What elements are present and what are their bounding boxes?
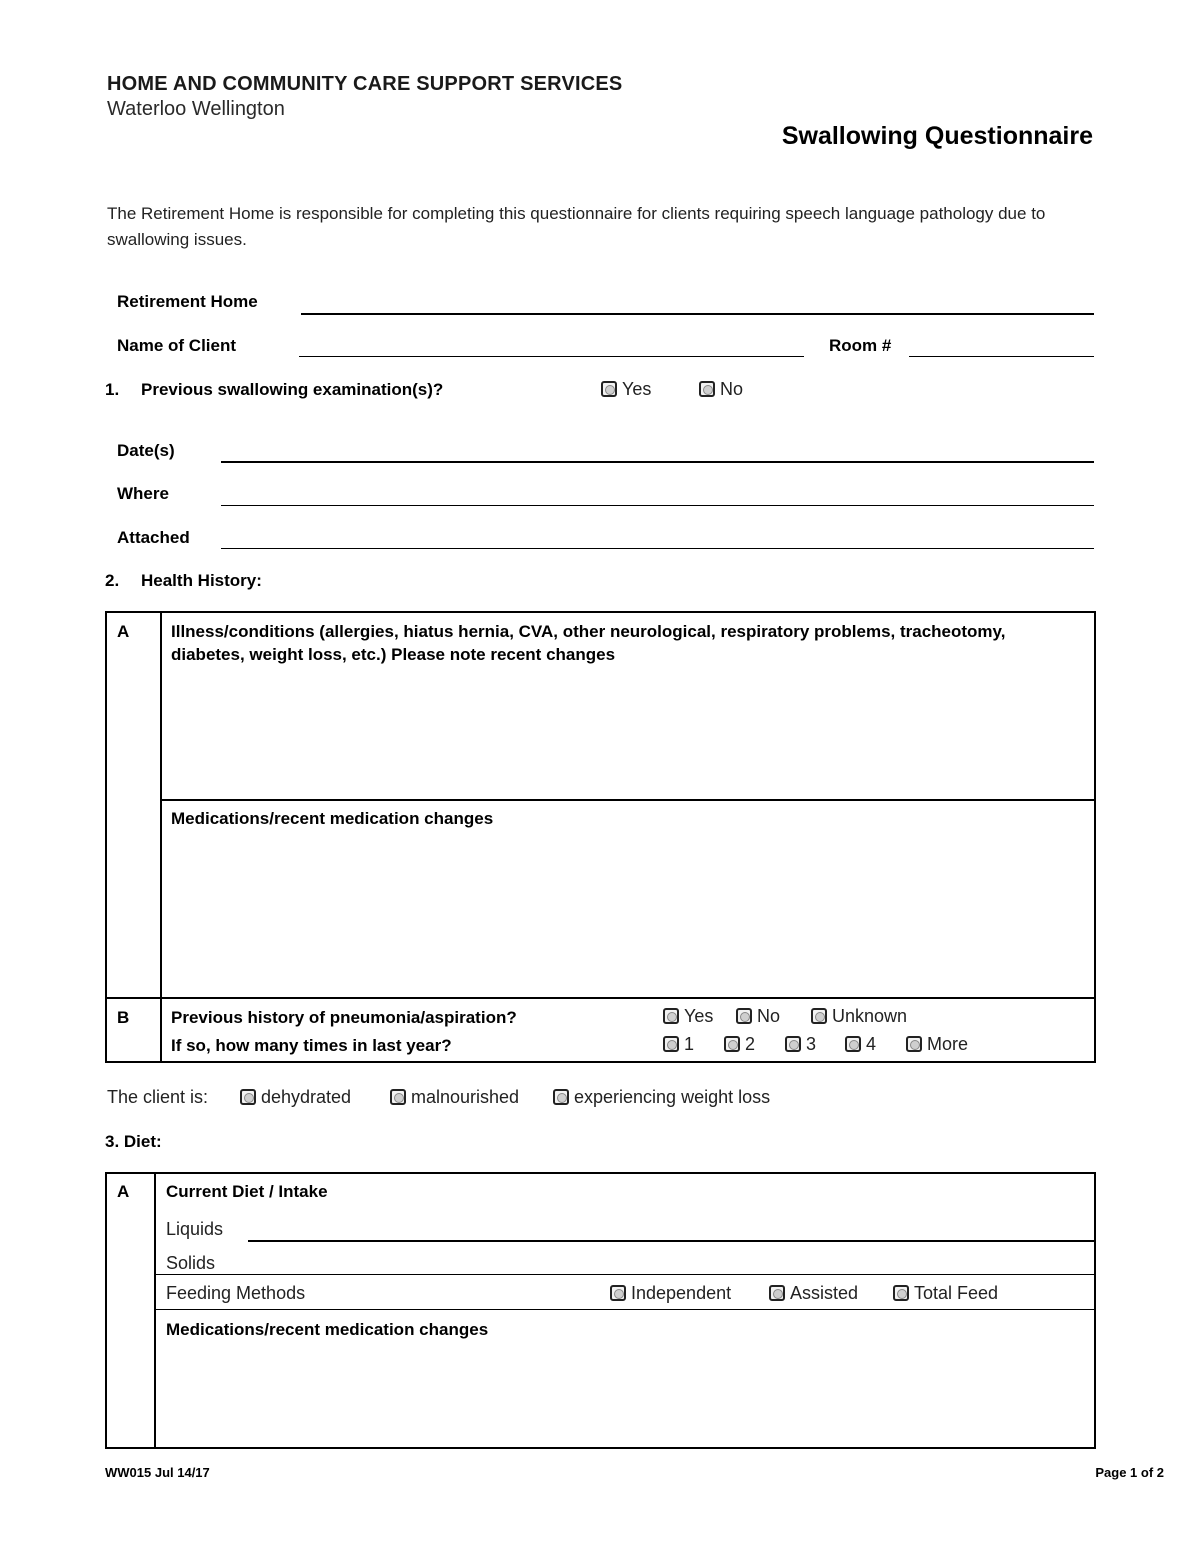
weight-loss-option[interactable]: experiencing weight loss xyxy=(553,1087,770,1108)
q1-no-option[interactable]: No xyxy=(699,379,743,400)
pneumonia-no-option[interactable]: No xyxy=(736,1006,780,1027)
liquids-label: Liquids xyxy=(166,1219,224,1239)
medications-label: Medications/recent medication changes xyxy=(171,809,494,828)
organization-name: HOME AND COMMUNITY CARE SUPPORT SERVICES xyxy=(107,73,623,95)
table-divider xyxy=(160,799,1096,801)
retirement-home-field[interactable] xyxy=(301,313,1094,315)
checkbox-icon[interactable] xyxy=(390,1089,406,1105)
room-field[interactable] xyxy=(909,356,1094,357)
room-label: Room # xyxy=(829,336,892,355)
checkbox-icon[interactable] xyxy=(811,1008,827,1024)
retirement-home-label: Retirement Home xyxy=(117,292,258,311)
checkbox-icon[interactable] xyxy=(663,1036,679,1052)
pneumonia-unknown-option[interactable]: Unknown xyxy=(811,1006,907,1027)
times-3-option[interactable]: 3 xyxy=(785,1034,816,1055)
checkbox-icon[interactable] xyxy=(769,1285,785,1301)
q1-label: Previous swallowing examination(s)? xyxy=(141,380,444,399)
checkbox-icon[interactable] xyxy=(906,1036,922,1052)
checkbox-icon[interactable] xyxy=(553,1089,569,1105)
client-name-label: Name of Client xyxy=(117,336,237,355)
checkbox-icon[interactable] xyxy=(610,1285,626,1301)
malnourished-option[interactable]: malnourished xyxy=(390,1087,519,1108)
times-4-option[interactable]: 4 xyxy=(845,1034,876,1055)
intro-text: The Retirement Home is responsible for completing this questionnaire for clients requiring speech language pathology due to swallowing issues. xyxy=(107,204,1046,249)
q1-yes-option[interactable]: Yes xyxy=(601,379,651,400)
checkbox-icon[interactable] xyxy=(724,1036,740,1052)
table-divider xyxy=(154,1172,156,1449)
feeding-assisted-option[interactable]: Assisted xyxy=(769,1283,858,1304)
feeding-independent-option[interactable]: Independent xyxy=(610,1283,731,1304)
table-divider xyxy=(105,997,1096,999)
liquids-field[interactable] xyxy=(248,1240,1095,1242)
q1-number: 1. xyxy=(105,380,120,399)
page-number: Page 1 of 2 xyxy=(1095,1465,1164,1480)
checkbox-icon[interactable] xyxy=(601,381,617,397)
diet-row-a-label: A xyxy=(117,1182,130,1201)
checkbox-icon[interactable] xyxy=(845,1036,861,1052)
times-more-option[interactable]: More xyxy=(906,1034,968,1055)
dates-field[interactable] xyxy=(221,461,1094,463)
medications-field[interactable] xyxy=(162,835,1092,993)
feeding-methods-label: Feeding Methods xyxy=(166,1283,306,1303)
q2-label: Health History: xyxy=(141,571,262,590)
checkbox-icon[interactable] xyxy=(893,1285,909,1301)
organization-region: Waterloo Wellington xyxy=(107,98,285,120)
q3-label: 3. Diet: xyxy=(105,1132,162,1151)
current-diet-label: Current Diet / Intake xyxy=(166,1182,328,1201)
times-label: If so, how many times in last year? xyxy=(171,1036,452,1055)
checkbox-icon[interactable] xyxy=(699,381,715,397)
client-name-field[interactable] xyxy=(299,356,804,357)
checkbox-icon[interactable] xyxy=(240,1089,256,1105)
feeding-total-feed-option[interactable]: Total Feed xyxy=(893,1283,998,1304)
dehydrated-option[interactable]: dehydrated xyxy=(240,1087,351,1108)
diet-medications-label: Medications/recent medication changes xyxy=(166,1320,489,1339)
checkbox-icon[interactable] xyxy=(785,1036,801,1052)
checkbox-icon[interactable] xyxy=(663,1008,679,1024)
diet-medications-field[interactable] xyxy=(157,1345,1092,1445)
checkbox-icon[interactable] xyxy=(736,1008,752,1024)
form-code: WW015 Jul 14/17 xyxy=(105,1465,210,1480)
q2-number: 2. xyxy=(105,571,120,590)
table-divider xyxy=(154,1274,1096,1275)
client-is-label: The client is: xyxy=(107,1087,209,1107)
where-label: Where xyxy=(117,484,169,503)
times-1-option[interactable]: 1 xyxy=(663,1034,694,1055)
illness-conditions-label: Illness/conditions (allergies, hiatus hernia, CVA, other neurological, respiratory problems, tracheotomy, diabetes, weight loss, etc.) Please note recent changes xyxy=(171,622,1006,664)
times-2-option[interactable]: 2 xyxy=(724,1034,755,1055)
page-title: Swallowing Questionnaire xyxy=(781,122,1093,150)
row-a-label: A xyxy=(117,622,130,641)
row-b-label: B xyxy=(117,1008,130,1027)
dates-label: Date(s) xyxy=(117,441,175,460)
illness-conditions-field[interactable] xyxy=(162,670,1092,796)
attached-label: Attached xyxy=(117,528,190,547)
solids-label: Solids xyxy=(166,1253,216,1273)
attached-field[interactable] xyxy=(221,548,1094,549)
where-field[interactable] xyxy=(221,505,1094,506)
table-divider xyxy=(154,1309,1096,1310)
pneumonia-yes-option[interactable]: Yes xyxy=(663,1006,713,1027)
pneumonia-label: Previous history of pneumonia/aspiration? xyxy=(171,1008,517,1027)
